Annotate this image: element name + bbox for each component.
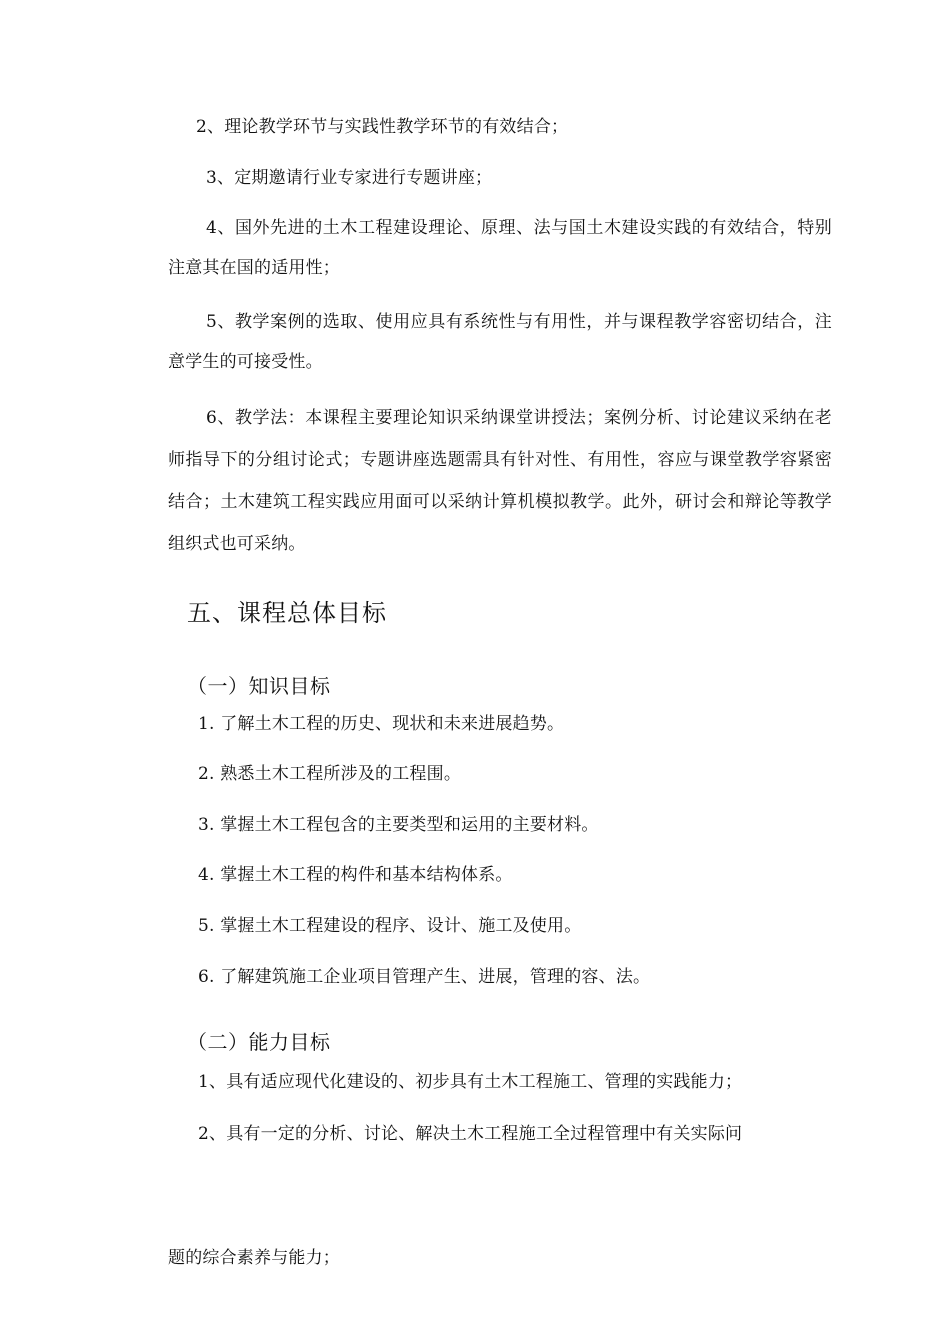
paragraph-item-2: 2、理论教学环节与实践性教学环节的有效结合； [196, 117, 569, 137]
knowledge-goal-item: 3. 掌握土木工程包含的主要类型和运用的主要材料。 [198, 815, 599, 835]
ability-goals-heading: （二）能力目标 [187, 1030, 331, 1054]
ability-goal-continuation: 题的综合素养与能力； [168, 1248, 340, 1268]
knowledge-goals-heading: （一）知识目标 [187, 674, 331, 698]
paragraph-item-3: 3、定期邀请行业专家进行专题讲座； [206, 168, 493, 188]
ability-goal-item: 2、具有一定的分析、讨论、解决土木工程施工全过程管理中有关实际问 [198, 1124, 743, 1144]
knowledge-goal-item: 1. 了解土木工程的历史、现状和未来进展趋势。 [198, 714, 565, 734]
paragraph-item-5: 5、教学案例的选取、使用应具有系统性与有用性，并与课程教学容密切结合，注意学生的可接受性。 [168, 312, 832, 372]
section-heading: 五、课程总体目标 [187, 599, 387, 627]
ability-goal-item: 1、具有适应现代化建设的、初步具有土木工程施工、管理的实践能力； [198, 1072, 743, 1092]
knowledge-goal-item: 5. 掌握土木工程建设的程序、设计、施工及使用。 [198, 916, 582, 936]
knowledge-goal-item: 4. 掌握土木工程的构件和基本结构体系。 [198, 865, 513, 885]
knowledge-goal-item: 2. 熟悉土木工程所涉及的工程围。 [198, 764, 462, 784]
paragraph-item-4: 4、国外先进的土木工程建设理论、原理、法与国土木建设实践的有效结合，特别注意其在国的适用性； [168, 218, 832, 278]
paragraph-item-6: 6、教学法：本课程主要理论知识采纳课堂讲授法；案例分析、讨论建议采纳在老师指导下的分组讨论式；专题讲座选题需具有针对性、有用性，容应与课堂教学容紧密结合；土木建筑工程实践应用面可以采纳计算机模拟教学。此外，研讨会和辩论等教学组织式也可采纳。 [168, 408, 832, 554]
knowledge-goal-item: 6. 了解建筑施工企业项目管理产生、进展，管理的容、法。 [198, 967, 651, 987]
